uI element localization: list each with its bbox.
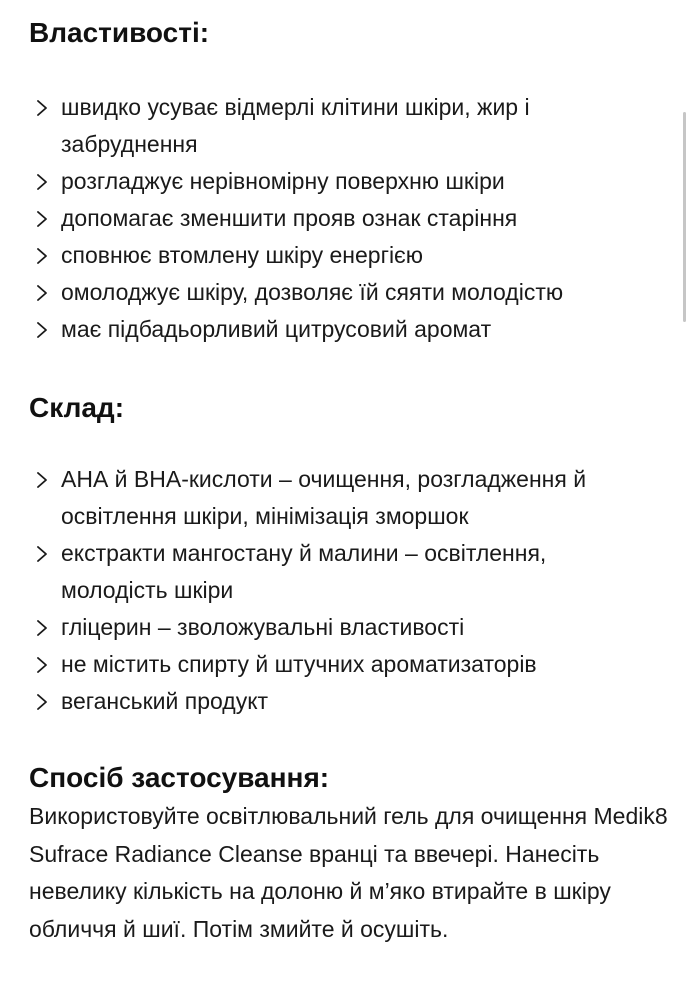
list-item-text: АНА й ВНА-кислоти – очищення, розгладження й освітлення шкіри, мінімізація зморшок — [61, 466, 587, 529]
list-item-text: сповнює втомлену шкіру енергією — [61, 242, 424, 268]
composition-heading: Склад: — [29, 392, 125, 423]
list-item-text: екстракти мангостану й малини – освітлення, молодість шкіри — [61, 540, 547, 603]
list-item — [29, 274, 659, 311]
chevron-right-icon — [35, 694, 49, 710]
list-item — [29, 163, 659, 200]
chevron-right-icon — [35, 322, 49, 338]
composition-list-wrap — [29, 461, 659, 720]
properties-list — [29, 89, 659, 348]
list-item — [29, 311, 659, 348]
chevron-right-icon — [35, 620, 49, 636]
properties-section — [29, 16, 659, 50]
composition-list — [29, 461, 659, 720]
chevron-right-icon — [35, 285, 49, 301]
list-item-text: допомагає зменшити прояв ознак старіння — [61, 205, 518, 231]
list-item — [29, 237, 659, 274]
list-item — [29, 646, 659, 683]
chevron-right-icon — [35, 472, 49, 488]
list-item-text: гліцерин – зволожувальні властивості — [61, 614, 465, 640]
list-item — [29, 609, 659, 646]
list-item-text: омолоджує шкіру, дозволяє їй сяяти молодістю — [61, 279, 564, 305]
usage-body — [29, 798, 669, 948]
chevron-right-icon — [35, 174, 49, 190]
chevron-right-icon — [35, 100, 49, 116]
usage-heading: Спосіб застосування: — [29, 762, 330, 793]
list-item-text: не містить спирту й штучних ароматизаторів — [61, 651, 537, 677]
properties-list-wrap — [29, 89, 659, 348]
list-item-text: швидко усуває відмерлі клітини шкіри, жир і забруднення — [61, 94, 530, 157]
list-item — [29, 200, 659, 237]
list-item-text: розгладжує нерівномірну поверхню шкіри — [61, 168, 505, 194]
list-item — [29, 535, 659, 609]
usage-paragraph: Використовуйте освітлювальний гель для очищення Medik8 Sufrace Radiance Cleanse вранці та ввечері. Нанесіть невелику кількість на долоню й м’яко втирайте в шкіру обличчя й шиї. Потім змийте й осушіть. — [29, 803, 668, 942]
properties-heading: Властивості: — [29, 17, 210, 48]
list-item-text: веганський продукт — [61, 688, 269, 714]
chevron-right-icon — [35, 248, 49, 264]
scrollbar[interactable] — [683, 112, 686, 322]
list-item — [29, 89, 659, 163]
list-item — [29, 461, 659, 535]
chevron-right-icon — [35, 211, 49, 227]
usage-section — [29, 761, 659, 795]
chevron-right-icon — [35, 546, 49, 562]
composition-section — [29, 391, 659, 425]
list-item-text: має підбадьорливий цитрусовий аромат — [61, 316, 492, 342]
list-item — [29, 683, 659, 720]
chevron-right-icon — [35, 657, 49, 673]
